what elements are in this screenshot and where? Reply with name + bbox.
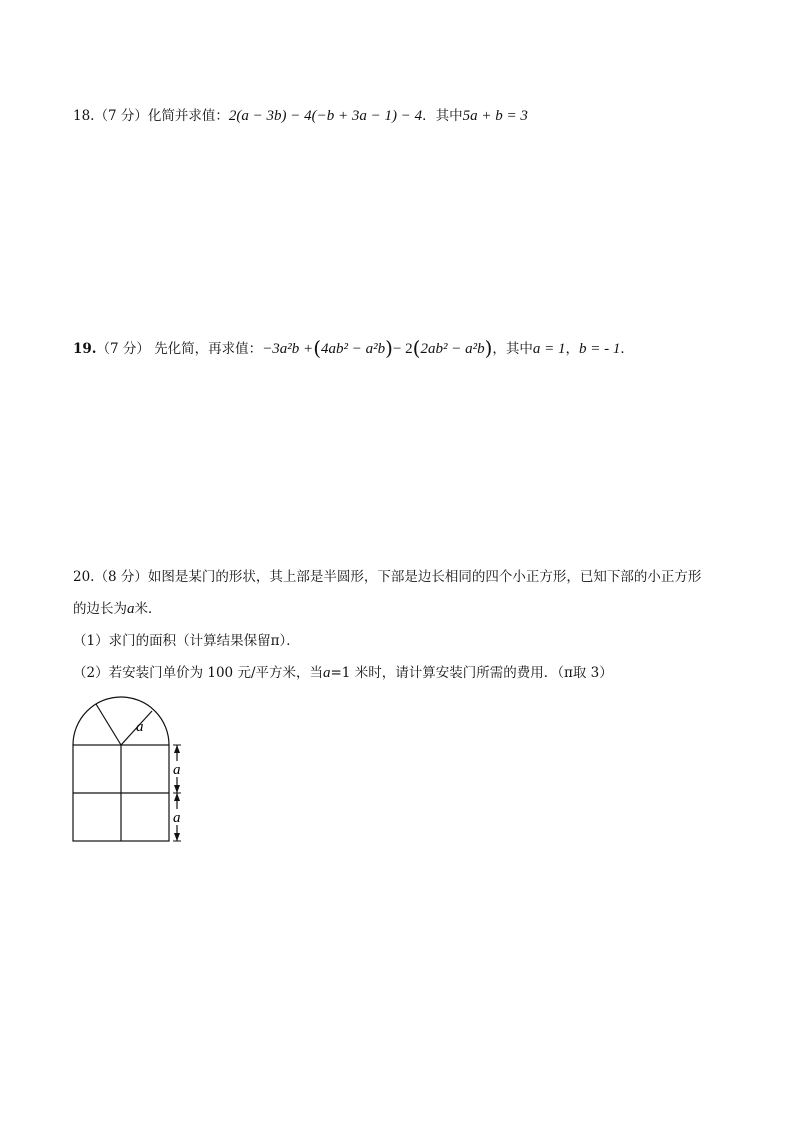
q20-line2 [73,599,162,619]
radius-line-1 [96,704,121,745]
q19-condition-prefix: ，其中 [492,341,533,357]
q20-line1 [73,567,701,587]
side-label-top: a [173,762,181,778]
q19-number: 19. [73,341,97,357]
q19-expr-part2: 4ab² − a²b [321,341,386,357]
q18-condition: 5a + b = 3 [462,108,528,124]
q20-part2-pre: （2）若安装门单价为 100 元/平方米，当 [73,665,323,681]
q19-paren-close-1: ) [385,336,393,360]
radius-label: a [136,719,144,735]
q20-number: 20. [73,569,95,585]
q20-part2 [73,663,613,683]
q19-expr-part4: 2ab² − a²b [420,341,485,357]
side-label-bottom: a [173,810,181,826]
q18-instruction: 化简并求值： [147,108,229,124]
q20-part2-post: =1 米时，请计算安装门所需的费用．（π取 3） [330,665,613,681]
q20-part1-text: （1）求门的面积（计算结果保留π）． [73,633,300,649]
arrow-top-up [174,745,180,753]
question-19 [73,338,634,359]
q18-number: 18. [73,108,95,124]
door-figure [66,693,186,843]
q20-part2-var: a [323,665,331,681]
arrow-bottom-down [174,833,180,841]
q20-text-line2-var: a [127,601,135,617]
q19-cond-a: a = 1 [532,341,566,357]
arrow-mid-up [174,793,180,801]
q20-text-line1: 如图是某门的形状，其上部是半圆形，下部是边长相同的四个小正方形，已知下部的小正方形 [147,569,702,585]
q19-sep: ， [565,341,580,357]
q20-part1 [73,631,300,651]
q20-points: （8 分） [94,569,148,585]
q18-expression: 2(a − 3b) − 4(−b + 3a − 1) − 4 [228,108,423,124]
question-18 [73,106,528,126]
arrow-mid-down [174,785,180,793]
q19-expr-part3: − 2 [392,341,413,357]
q19-instruction: 先化简，再求值： [154,341,263,357]
q19-end: ． [620,341,634,357]
q20-text-line2-post: 米． [134,601,162,617]
q19-paren-open-2: ( [412,336,421,360]
q20-text-line2-pre: 的边长为 [73,601,127,617]
q19-paren-close-2: ) [484,336,493,360]
q19-cond-b: b = - 1 [579,341,621,357]
q18-points: （7 分） [94,108,148,124]
q18-condition-prefix: ．其中 [422,108,463,124]
door-semicircle [73,697,169,745]
q19-paren-open-1: ( [313,336,321,360]
q19-expr-part1: −3a²b + [262,341,314,357]
q19-points: （7 分） [96,341,150,357]
